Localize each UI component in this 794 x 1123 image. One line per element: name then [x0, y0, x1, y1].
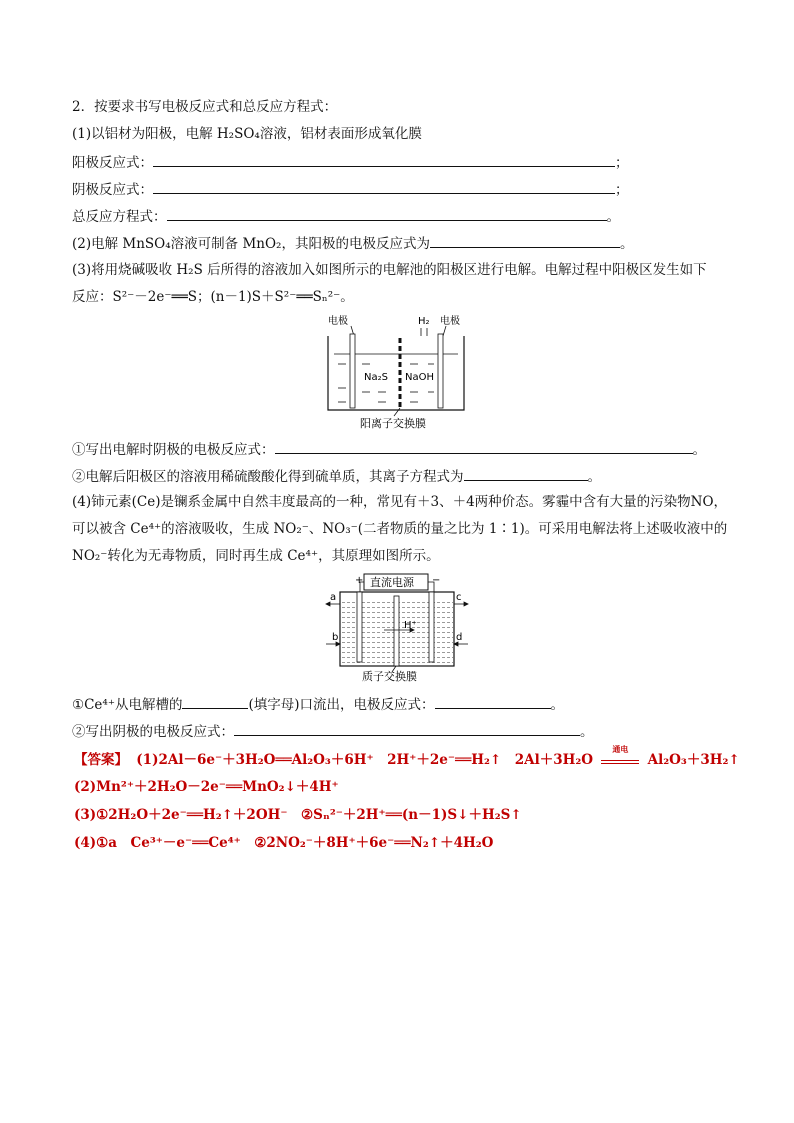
part2-text: (2)电解 MnSO₄溶液可制备 MnO₂，其阳极的电极反应式为	[72, 236, 430, 252]
answer-3: (3)①2H₂O＋2e⁻══H₂↑＋2OH⁻ ②Sₙ²⁻＋2H⁺══(n－1)S↓＋H₂S↑	[74, 807, 522, 823]
period: 。	[587, 469, 601, 485]
cathode-row	[72, 179, 629, 199]
part4-line2: 可以被含 Ce⁴⁺的溶液吸收，生成 NO₂⁻、NO₃⁻(二者物质的量之比为 1∶1)。可采用电解法将上述吸收液中的	[72, 521, 728, 537]
period: 。	[606, 209, 620, 225]
part2-blank[interactable]	[430, 233, 620, 248]
q3-1-row	[72, 439, 706, 459]
q4-2-text: ②写出阴极的电极反应式：	[72, 724, 234, 740]
port-b: b	[332, 632, 339, 643]
membrane-label: 阳离子交换膜	[360, 417, 426, 430]
part4-line1: (4)铈元素(Ce)是镧系金属中自然丰度最高的一种，常见有＋3、＋4两种价态。雾霾中含有大量的污染物NO，	[72, 494, 728, 510]
anode-blank[interactable]	[153, 152, 615, 167]
left-electrode	[350, 334, 355, 408]
q3-2-blank[interactable]	[464, 466, 588, 481]
total-blank[interactable]	[167, 206, 607, 221]
cathode-plate	[429, 592, 434, 662]
part3-line1: (3)将用烧碱吸收 H₂S 后所得的溶液加入如图所示的电解池的阳极区进行电解。电解过程中阳极区发生如下	[72, 262, 707, 278]
part2-row	[72, 233, 633, 253]
total-row	[72, 206, 620, 226]
period: 。	[580, 724, 594, 740]
answer-1b: Al₂O₃＋3H₂↑	[647, 752, 740, 768]
part4-line3: NO₂⁻转化为无毒物质，同时再生成 Ce⁴⁺，其原理如图所示。	[72, 548, 440, 564]
plus-sign: +	[355, 575, 364, 586]
h-ion-label: H⁺	[404, 620, 417, 631]
answer-tag: 【答案】	[74, 752, 128, 768]
na2s-label: Na₂S	[364, 372, 388, 383]
electrolysis-cell-figure	[318, 310, 478, 432]
ce-electrolysis-figure	[322, 570, 472, 684]
answer-row-1	[74, 744, 740, 769]
dc-power-label: 直流电源	[370, 576, 414, 589]
electrode-left-label: 电极	[328, 316, 348, 327]
q4-1-row	[72, 694, 564, 714]
semicolon: ；	[615, 155, 629, 171]
cathode-label: 阴极反应式：	[72, 182, 153, 198]
minus-sign: −	[432, 575, 441, 586]
semicolon: ；	[615, 182, 629, 198]
electrode-right-label: 电极	[440, 316, 460, 327]
q4-1-port-blank[interactable]	[182, 694, 248, 709]
right-electrode	[438, 334, 443, 408]
q3-2-text: ②电解后阳极区的溶液用稀硫酸酸化得到硫单质，其离子方程式为	[72, 469, 464, 485]
period: 。	[692, 442, 706, 458]
q4-1-equation-blank[interactable]	[435, 694, 551, 709]
port-c: c	[456, 592, 462, 603]
condition-label: 通电	[612, 744, 629, 754]
total-label: 总反应方程式：	[72, 209, 167, 225]
q4-1-text-b: (填字母)口流出，电极反应式：	[248, 697, 435, 713]
h2-label: H₂	[418, 316, 430, 327]
answer-2: (2)Mn²⁺＋2H₂O－2e⁻══MnO₂↓＋4H⁺	[74, 779, 339, 795]
q3-2-row	[72, 466, 601, 486]
anode-label: 阳极反应式：	[72, 155, 153, 171]
answer-1a: (1)2Al－6e⁻＋3H₂O══Al₂O₃＋6H⁺ 2H⁺＋2e⁻══H₂↑ 2Al＋3H₂O	[136, 752, 594, 768]
anode-row	[72, 152, 629, 172]
question-title: 2．按要求书写电极反应式和总反应方程式：	[72, 99, 338, 115]
proton-membrane-label: 质子交换膜	[362, 670, 417, 683]
port-d: d	[456, 632, 463, 643]
q4-2-blank[interactable]	[234, 721, 580, 736]
proton-exchange-membrane	[394, 596, 399, 666]
q3-1-text: ①写出电解时阴极的电极反应式：	[72, 442, 275, 458]
part1-text: (1)以铝材为阳极，电解 H₂SO₄溶液，铝材表面形成氧化膜	[72, 126, 422, 142]
port-a: a	[330, 592, 337, 603]
answer-4: (4)①a Ce³⁺－e⁻══Ce⁴⁺ ②2NO₂⁻＋8H⁺＋6e⁻══N₂↑＋4H₂O	[74, 835, 494, 851]
naoh-label: NaOH	[405, 372, 434, 383]
period: 。	[619, 236, 634, 252]
period: 。	[550, 697, 565, 713]
q3-1-blank[interactable]	[275, 439, 693, 454]
cathode-blank[interactable]	[153, 179, 615, 194]
anode-plate	[357, 592, 362, 662]
electrolysis-condition	[601, 744, 639, 764]
q4-1-text-a: ①Ce⁴⁺从电解槽的	[72, 697, 183, 713]
part3-line2: 反应：S²⁻－2e⁻══S；(n－1)S＋S²⁻══Sₙ²⁻。	[72, 289, 354, 305]
q4-2-row	[72, 721, 594, 741]
